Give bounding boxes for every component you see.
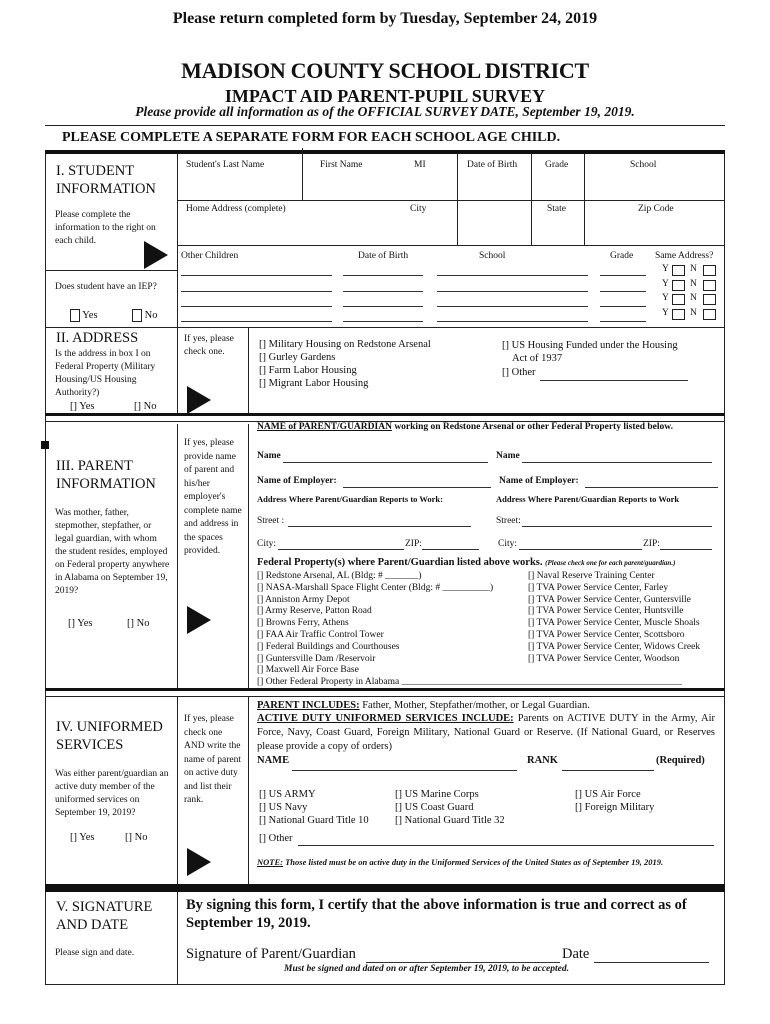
survey-title: IMPACT AID PARENT-PUPIL SURVEY xyxy=(224,86,546,106)
uniformed-required: (Required) xyxy=(656,755,705,766)
certify-statement: By signing this form, I certify that the above information is true and correct as of September 19, 2019. xyxy=(186,897,687,931)
parent-section-title: III. PARENT INFORMATION xyxy=(56,458,156,492)
fed-prop-right-item[interactable]: [] TVA Power Service Center, Scottsboro xyxy=(528,629,685,640)
col-state: State xyxy=(547,204,566,214)
branch-foreign-military[interactable]: [] Foreign Military xyxy=(575,802,655,813)
address-if-yes: If yes, please check one. xyxy=(184,334,234,357)
parent1-reports-label: Address Where Parent/Guardian Reports to Work: xyxy=(257,494,443,504)
parent2-street-field[interactable] xyxy=(522,526,712,527)
uniformed-help: Was either parent/guardian an active duty member of the uniformed services on September 19, 2019? xyxy=(55,769,169,818)
branch-us-navy[interactable]: [] US Navy xyxy=(259,802,308,813)
address-no[interactable]: [] No xyxy=(134,401,157,412)
parent-yes[interactable]: [] Yes xyxy=(68,618,93,629)
arrow-icon xyxy=(187,606,211,634)
fed-prop-left-item[interactable]: [] Maxwell Air Force Base xyxy=(257,665,359,676)
addr-opt-farm[interactable]: [] Farm Labor Housing xyxy=(259,365,357,376)
fed-prop-left-item[interactable]: [] Redstone Arsenal, AL (Bldg: # _______) xyxy=(257,571,422,581)
date-field[interactable] xyxy=(594,962,709,963)
signature-section-title: V. SIGNATURE AND DATE xyxy=(56,899,153,933)
col-zip: Zip Code xyxy=(638,204,674,214)
fed-prop-right-item[interactable]: [] TVA Power Service Center, Guntersville xyxy=(528,594,691,605)
col-first-name: First Name xyxy=(320,160,363,170)
uniformed-no[interactable]: [] No xyxy=(125,832,148,843)
parent1-employer-label: Name of Employer: xyxy=(257,476,337,486)
student-section-title: I. STUDENT INFORMATION xyxy=(56,163,156,197)
parent1-zip-label: ZIP: xyxy=(405,539,422,549)
parent2-street-label: Street: xyxy=(496,516,521,526)
col-school: School xyxy=(630,160,657,170)
arrow-icon xyxy=(144,241,168,269)
parent1-name-field[interactable] xyxy=(283,462,488,463)
fed-prop-left-item[interactable]: [] Federal Buildings and Courthouses xyxy=(257,641,400,652)
separate-form-notice: PLEASE COMPLETE A SEPARATE FORM FOR EACH SCHOOL AGE CHILD. xyxy=(62,130,561,145)
addr-opt-military[interactable]: [] Military Housing on Redstone Arsenal xyxy=(259,339,431,350)
date-label: Date xyxy=(562,946,590,962)
address-section-title: II. ADDRESS xyxy=(56,330,139,346)
branch-us-marine[interactable]: [] US Marine Corps xyxy=(395,789,479,800)
parent2-city-field[interactable] xyxy=(519,549,642,550)
oc-grade: Grade xyxy=(610,251,634,261)
arrow-icon xyxy=(187,386,211,414)
uniformed-name-field[interactable] xyxy=(292,770,517,771)
fed-prop-right-item[interactable]: [] TVA Power Service Center, Woodson xyxy=(528,653,680,664)
uniformed-yes[interactable]: [] Yes xyxy=(70,832,95,843)
signature-label: Signature of Parent/Guardian xyxy=(186,946,356,962)
parent1-zip-field[interactable] xyxy=(422,549,479,550)
oc-school: School xyxy=(479,251,506,261)
fed-prop-right-list[interactable] xyxy=(528,571,700,665)
parent2-city-label: City: xyxy=(498,539,518,549)
fed-prop-right-item[interactable]: [] TVA Power Service Center, Muscle Shoals xyxy=(528,618,700,629)
active-duty-includes: ACTIVE DUTY UNIFORMED SERVICES INCLUDE: Parents on ACTIVE DUTY in the Army, Air Force, Navy, Coast Guard, Foreign Military, National Guard or Reserve. (If National Guard, or Reserves please provide a copy of orders) xyxy=(257,713,715,752)
uniformed-section-title: IV. UNIFORMED SERVICES xyxy=(56,719,163,753)
parent2-zip-label: ZIP: xyxy=(643,539,660,549)
fed-prop-right-item[interactable]: [] TVA Power Service Center, Farley xyxy=(528,582,669,593)
arrow-icon xyxy=(187,848,211,876)
survey-instruction: Please provide all information as of the OFFICIAL SURVEY DATE, September 19, 2019. xyxy=(135,104,635,119)
iep-question: Does student have an IEP? xyxy=(55,282,157,292)
fed-prop-left-item[interactable]: [] NASA-Marshall Space Flight Center (Bldg: # __________) xyxy=(257,582,494,593)
oc-same-address: Same Address? xyxy=(655,251,714,261)
parent1-street-field[interactable] xyxy=(288,526,471,527)
col-home-address: Home Address (complete) xyxy=(186,204,286,214)
parent2-reports-label: Address Where Parent/Guardian Reports to Work xyxy=(496,494,680,504)
addr-opt-us-housing-2: Act of 1937 xyxy=(512,353,563,364)
oc-dob: Date of Birth xyxy=(358,251,409,261)
parent2-name-field[interactable] xyxy=(522,462,712,463)
parent2-name-label: Name xyxy=(496,451,520,461)
uniformed-if-yes: If yes, please check one AND write the name of parent on active duty and list their rank. xyxy=(184,714,241,805)
parent-help: Was mother, father, stepmother, stepfather, or legal guardian, with whom the student resides, employed on Federal property anywhere in Alabama on September 19, 2019? xyxy=(55,508,170,596)
fed-prop-left-item[interactable]: [] Other Federal Property in Alabama ___________________________________________________________ xyxy=(257,677,682,688)
address-yes[interactable]: [] Yes xyxy=(70,401,95,412)
fed-prop-left-item[interactable]: [] Guntersville Dam /Reservoir xyxy=(257,653,376,664)
branch-us-army[interactable]: [] US ARMY xyxy=(259,789,316,800)
col-dob: Date of Birth xyxy=(467,160,518,170)
uniformed-rank-label: RANK xyxy=(527,755,558,766)
top-thick-rule xyxy=(45,150,725,154)
iep-yes-checkbox[interactable]: Yes xyxy=(70,309,98,322)
parent-name-heading: NAME of PARENT/GUARDIAN working on Redstone Arsenal or other Federal Property listed below. xyxy=(257,422,673,432)
parent2-employer-field[interactable] xyxy=(585,487,718,488)
parent-if-yes: If yes, please provide name of parent and his/her employer's complete name and address in the spaces provided. xyxy=(184,438,242,556)
fed-prop-right-item[interactable]: [] Naval Reserve Training Center xyxy=(528,571,655,581)
branch-other[interactable]: [] Other xyxy=(259,833,293,844)
col-grade: Grade xyxy=(545,160,569,170)
signature-help: Please sign and date. xyxy=(55,948,135,958)
col-mi: MI xyxy=(414,160,426,170)
iep-no-checkbox[interactable]: No xyxy=(132,309,157,322)
col-last-name: Student's Last Name xyxy=(186,160,265,170)
header-rule xyxy=(45,125,725,126)
fed-prop-left-item[interactable]: [] Army Reserve, Patton Road xyxy=(257,606,372,617)
fed-heading: Federal Property(s) where Parent/Guardian listed above works. (Please check one for each parent/guardian.) xyxy=(257,557,676,568)
addr-opt-other[interactable]: [] Other xyxy=(502,367,536,378)
address-question: Is the address in box I on Federal Property (Military Housing/US Housing Authority?) xyxy=(55,349,156,398)
parent1-employer-field[interactable] xyxy=(343,487,491,488)
branch-other-field[interactable] xyxy=(298,845,714,846)
col-city: City xyxy=(410,204,427,214)
uniformed-rank-field[interactable] xyxy=(562,770,654,771)
active-duty-note: NOTE: Those listed must be on active duty in the Uniformed Services of the United States as of September 19, 2019. xyxy=(257,857,664,867)
fed-prop-left-item[interactable]: [] Browns Ferry, Athens xyxy=(257,618,349,629)
addr-opt-gurley[interactable]: [] Gurley Gardens xyxy=(259,352,336,363)
fed-prop-right-item[interactable]: [] TVA Power Service Center, Huntsville xyxy=(528,606,684,617)
addr-opt-us-housing[interactable]: [] US Housing Funded under the Housing xyxy=(502,340,678,351)
fed-prop-left-item[interactable]: [] FAA Air Traffic Control Tower xyxy=(257,629,384,640)
branch-us-air-force[interactable]: [] US Air Force xyxy=(575,789,641,800)
branch-ng-title10[interactable]: [] National Guard Title 10 xyxy=(259,815,369,826)
parent1-street-label: Street : xyxy=(257,516,285,526)
parent-no[interactable]: [] No xyxy=(127,618,150,629)
parent2-zip-field[interactable] xyxy=(660,549,712,550)
branch-ng-title32[interactable]: [] National Guard Title 32 xyxy=(395,815,505,826)
return-notice: Please return completed form by Tuesday, September 24, 2019 xyxy=(172,10,598,27)
oc-other-children: Other Children xyxy=(181,251,239,261)
parent1-name-label: Name xyxy=(257,451,281,461)
must-sign-note: Must be signed and dated on or after September 19, 2019, to be accepted. xyxy=(284,964,569,974)
district-title: MADISON COUNTY SCHOOL DISTRICT xyxy=(181,58,589,83)
parent1-city-label: City: xyxy=(257,539,277,549)
parent-includes: PARENT INCLUDES: Father, Mother, Stepfather/mother, or Legal Guardian. xyxy=(257,700,590,711)
fed-prop-left-item[interactable]: [] Anniston Army Depot xyxy=(257,594,350,605)
parent2-employer-label: Name of Employer: xyxy=(499,476,579,486)
student-help: Please complete the information to the right on each child. xyxy=(55,210,156,246)
branch-us-coast-guard[interactable]: [] US Coast Guard xyxy=(395,802,474,813)
parent1-city-field[interactable] xyxy=(278,549,404,550)
signature-field[interactable] xyxy=(366,962,560,963)
addr-opt-migrant[interactable]: [] Migrant Labor Housing xyxy=(259,378,369,389)
fed-prop-right-item[interactable]: [] TVA Power Service Center, Widows Creek xyxy=(528,641,701,652)
uniformed-name-label: NAME xyxy=(257,755,290,766)
